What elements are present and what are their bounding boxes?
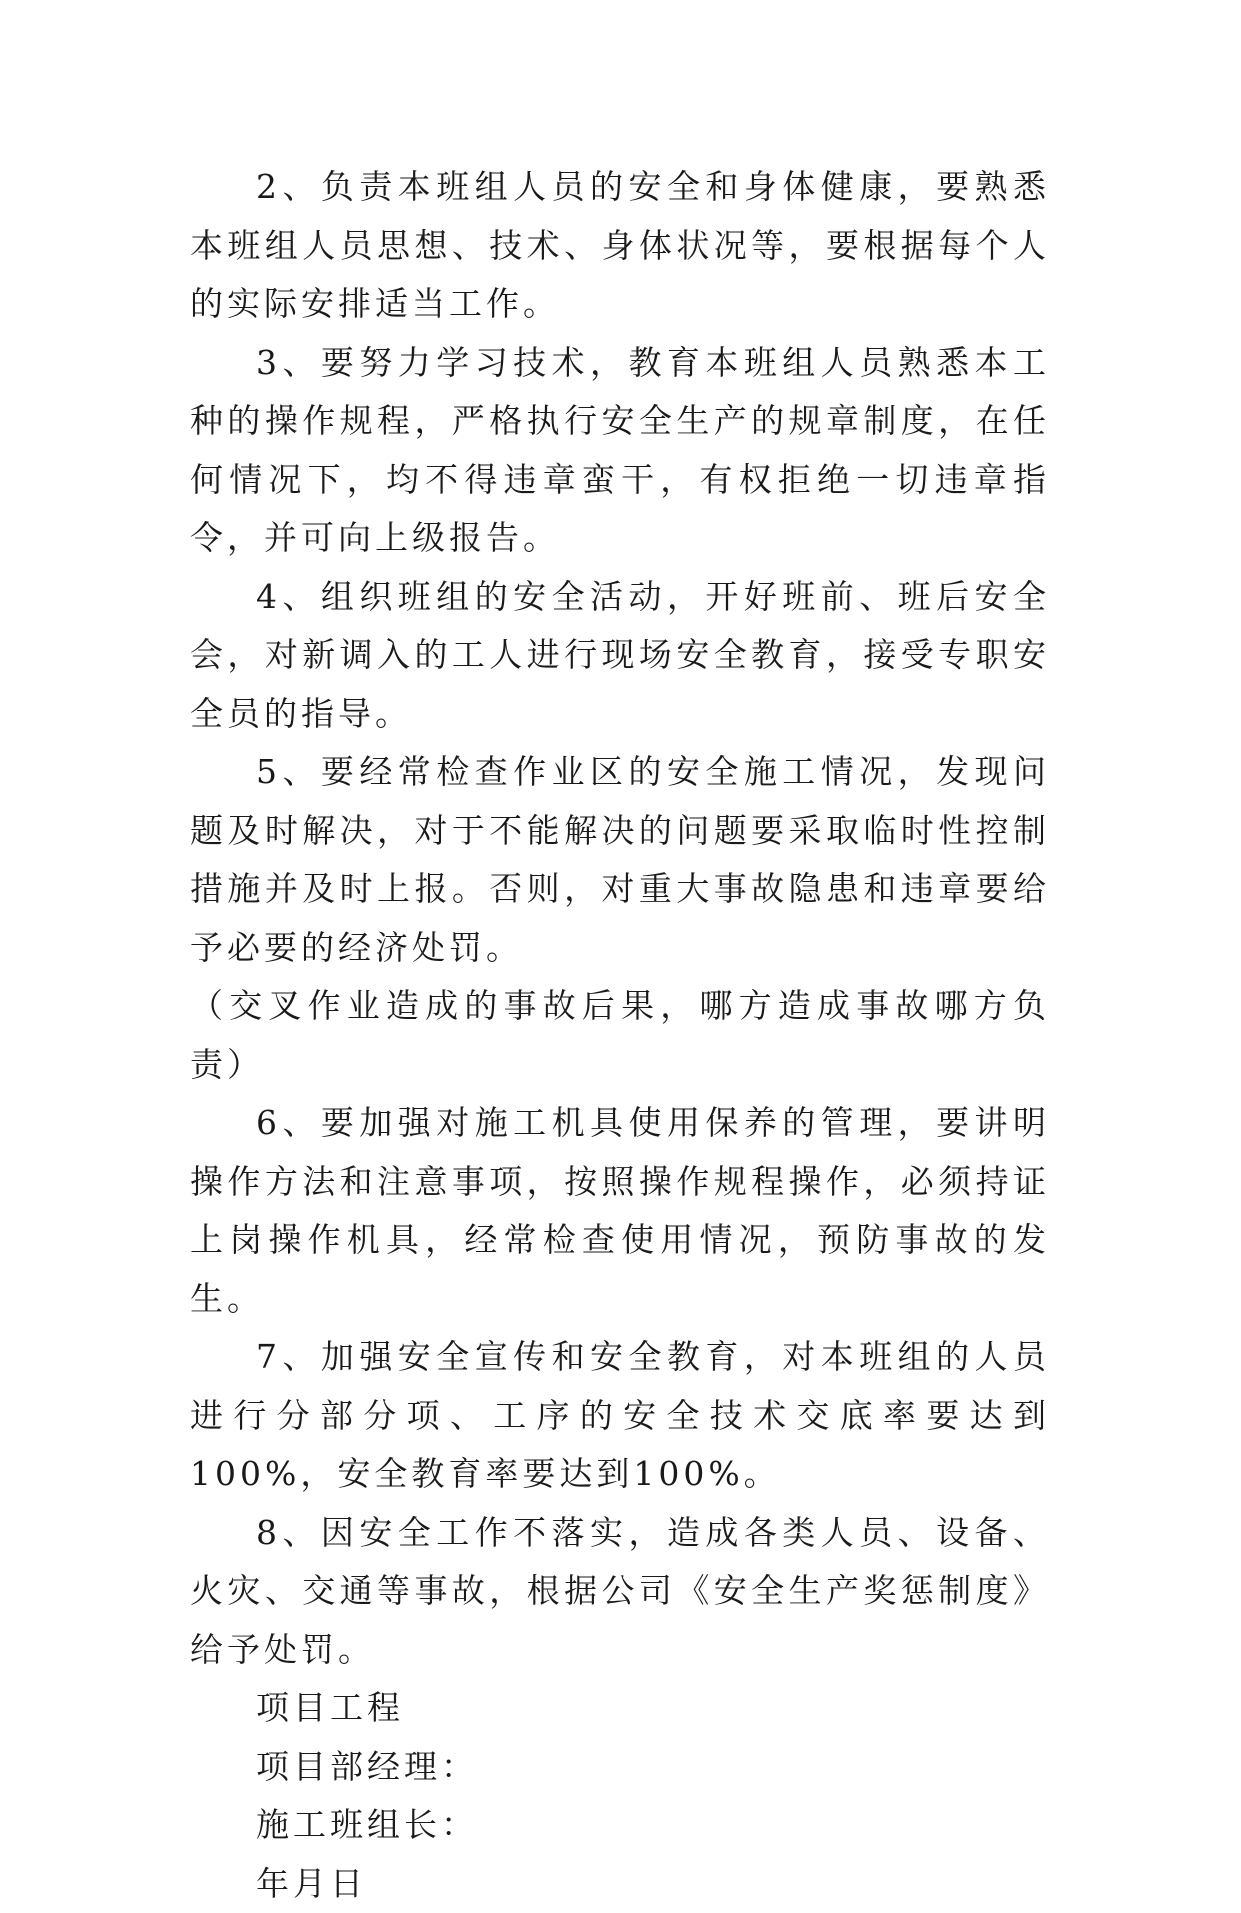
paragraph-item-7: 7、加强安全宣传和安全教育，对本班组的人员进行分部分项、工序的安全技术交底率要达到100%，安全教育率要达到100%。 <box>190 1328 1050 1504</box>
paragraph-item-2: 2、负责本班组人员的安全和身体健康，要熟悉本班组人员思想、技术、身体状况等，要根据每个人的实际安排适当工作。 <box>190 158 1050 334</box>
signature-manager: 项目部经理： <box>190 1738 1050 1797</box>
paragraph-item-5: 5、要经常检查作业区的安全施工情况，发现问题及时解决，对于不能解决的问题要采取临时性控制措施并及时上报。否则，对重大事故隐患和违章要给予必要的经济处罚。 <box>190 743 1050 977</box>
signature-project: 项目工程 <box>190 1679 1050 1738</box>
paragraph-item-4: 4、组织班组的安全活动，开好班前、班后安全会，对新调入的工人进行现场安全教育，接受专职安全员的指导。 <box>190 568 1050 744</box>
signature-team-leader: 施工班组长： <box>190 1796 1050 1855</box>
paragraph-item-6: 6、要加强对施工机具使用保养的管理，要讲明操作方法和注意事项，按照操作规程操作，必须持证上岗操作机具，经常检查使用情况，预防事故的发生。 <box>190 1094 1050 1328</box>
signature-date: 年月日 <box>190 1855 1050 1913</box>
paragraph-item-3: 3、要努力学习技术，教育本班组人员熟悉本工种的操作规程，严格执行安全生产的规章制度，在任何情况下，均不得违章蛮干，有权拒绝一切违章指令，并可向上级报告。 <box>190 334 1050 568</box>
paragraph-note: （交叉作业造成的事故后果，哪方造成事故哪方负责） <box>190 977 1050 1094</box>
paragraph-item-8: 8、因安全工作不落实，造成各类人员、设备、火灾、交通等事故，根据公司《安全生产奖惩制度》给予处罚。 <box>190 1504 1050 1680</box>
document-body <box>190 158 1050 1913</box>
